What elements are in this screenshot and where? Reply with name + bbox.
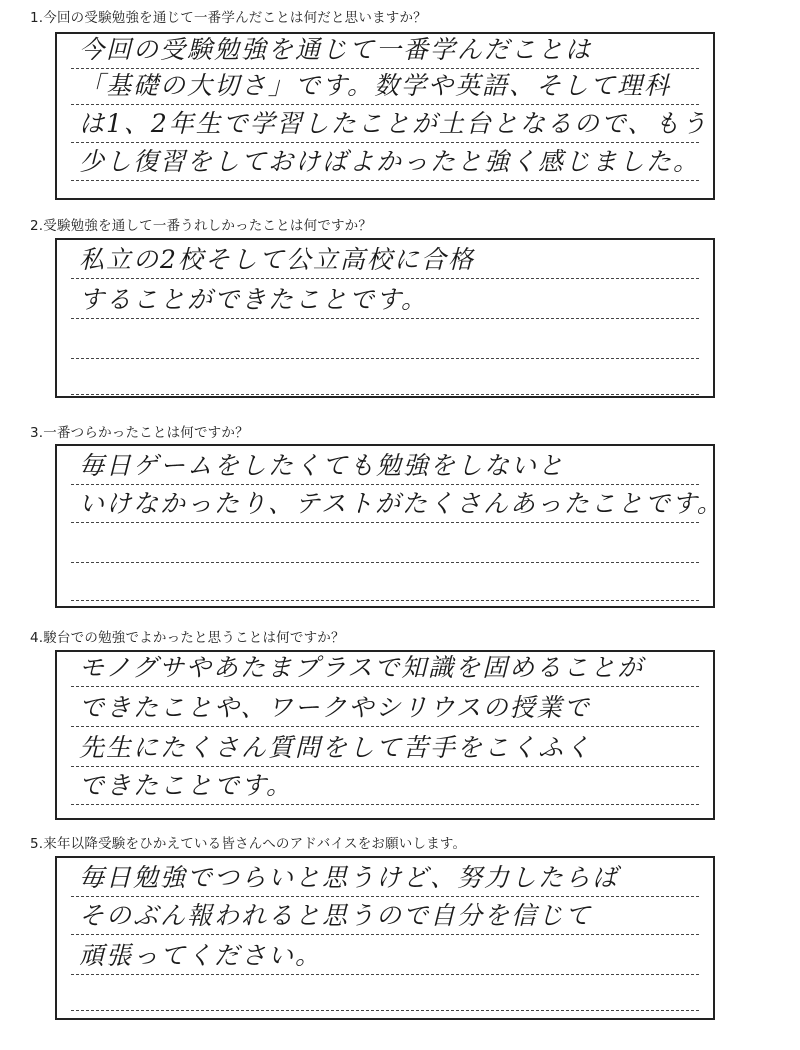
- answer-line: [71, 652, 699, 687]
- handwritten-text: いけなかったり、テストがたくさんあったことです。: [79, 489, 724, 518]
- answer-line: [71, 70, 699, 105]
- answer-2-box: [55, 238, 715, 398]
- answer-line: [71, 34, 699, 69]
- answer-line: [71, 360, 699, 395]
- question-1-label: 1.今回の受験勉強を通じて一番学んだことは何だと思いますか？: [30, 10, 427, 26]
- answer-line: [71, 284, 699, 319]
- handwritten-text: 頑張ってください。: [79, 941, 323, 970]
- handwritten-text: することができたことです。: [79, 285, 429, 314]
- handwritten-text: そのぶん報われると思うので自分を信じて: [79, 901, 593, 930]
- answer-line: [71, 450, 699, 485]
- answer-line: [71, 108, 709, 143]
- answer-line: [71, 528, 699, 563]
- question-2-label: 2.受験勉強を通して一番うれしかったことは何ですか？: [30, 218, 373, 234]
- handwritten-text: 毎日ゲームをしたくても勉強をしないと: [79, 451, 566, 480]
- answer-line: [71, 770, 699, 805]
- handwritten-text: できたことや、ワークやシリウスの授業で: [79, 693, 591, 722]
- answer-line: [71, 732, 699, 767]
- answer-4-box: [55, 650, 715, 820]
- handwritten-text: モノグサやあたまプラスで知識を固めることが: [79, 653, 645, 682]
- handwritten-text: 「基礎の大切さ」です。数学や英語、そして理科: [79, 71, 672, 100]
- answer-5-box: [55, 856, 715, 1020]
- handwritten-text: は1、2年生で学習したことが土台となるので、もう: [79, 109, 709, 138]
- answer-line: [71, 244, 699, 279]
- answer-line: [71, 940, 699, 975]
- question-5-label: 5.来年以降受験をひかえている皆さんへのアドバイスをお願いします。: [30, 836, 467, 852]
- answer-line: [71, 324, 699, 359]
- answer-line: [71, 692, 699, 727]
- answer-3-box: [55, 444, 724, 608]
- question-3-label: 3.一番つらかったことは何ですか？: [30, 425, 249, 441]
- question-4-label: 4.駿台での勉強でよかったと思うことは何ですか？: [30, 630, 345, 646]
- answer-line: [71, 900, 699, 935]
- answer-1-box: [55, 32, 715, 200]
- answer-line: [71, 566, 699, 601]
- handwritten-text: 毎日勉強でつらいと思うけど、努力したらば: [79, 863, 620, 892]
- answer-line: [71, 146, 699, 181]
- answer-line: [71, 488, 724, 523]
- handwritten-text: 少し復習をしておけばよかったと強く感じました。: [79, 147, 701, 176]
- handwritten-text: 私立の2校そして公立高校に合格: [79, 245, 475, 274]
- answer-line: [71, 862, 699, 897]
- handwritten-text: 今回の受験勉強を通じて一番学んだことは: [79, 35, 593, 64]
- handwritten-text: できたことです。: [79, 771, 294, 800]
- answer-line: [71, 976, 699, 1011]
- handwritten-text: 先生にたくさん質問をして苦手をこくふく: [79, 733, 593, 762]
